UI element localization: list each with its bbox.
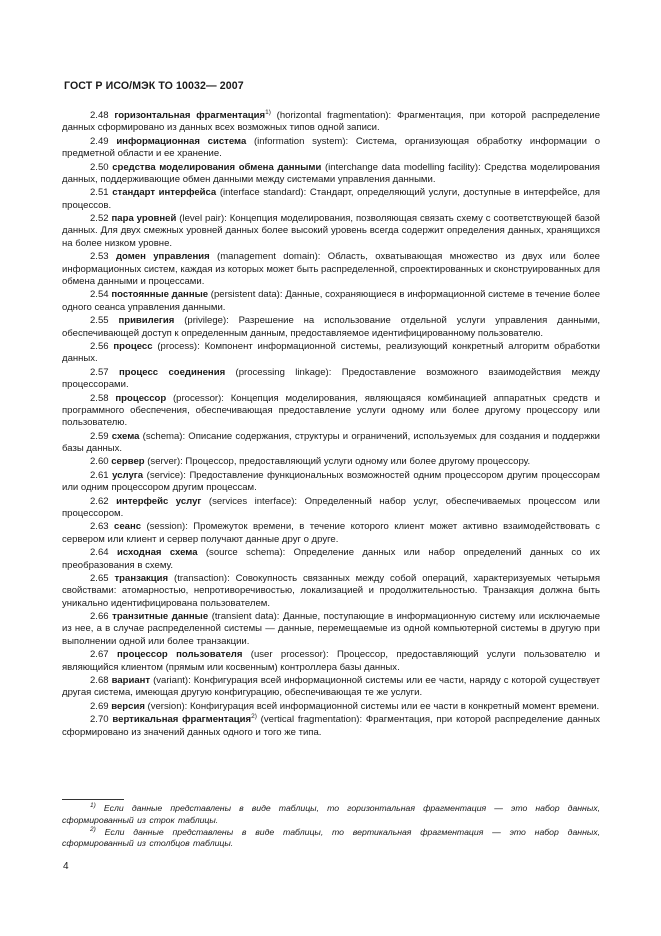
entry-definition: (horizontal fragmentation): Фрагментация, при которой распределение данных сформировано из данных всех возможных типов одной записи.	[62, 110, 601, 134]
entry-term: исходная схема	[116, 547, 198, 559]
entry-definition: (vertical fragmentation): Фрагментация, при которой распределение данных сформировано из значений данных одного и того же типа.	[62, 714, 600, 738]
entry-definition: (user processor): Процессор, предоставляющий услуги пользователю и являющийся клиентом (прямым или косвенным) контроллера базы данных.	[62, 649, 600, 673]
entry-term: сеанс	[114, 521, 142, 533]
entry-term: интерфейс услуг	[116, 495, 202, 507]
entry-term: домен управления	[115, 251, 210, 263]
footnote-ref: 1)	[265, 109, 271, 116]
entry-term: вертикальная фрагментация	[112, 714, 252, 726]
footnote-mark: 1)	[90, 802, 96, 809]
entry-term: процесс	[113, 340, 153, 352]
entry-term: информационная система	[116, 135, 247, 147]
definition-entry	[62, 521, 600, 546]
entry-definition: (interface standard): Стандарт, определяющий услуги, доступные в интерфейсе, для процессов.	[62, 187, 601, 211]
entry-definition: (management domain): Область, охватывающая множество из двух или более информационных систем, каждая из которых может быть распределенной, спроектированных и сконструированных для обмена данными и процессами.	[62, 251, 600, 287]
entry-number: 2.59	[90, 430, 109, 442]
entry-term: услуга	[112, 469, 144, 481]
definitions-list	[62, 110, 600, 740]
entry-definition: (processor): Концепция моделирования, являющаяся комбинацией аппаратных средств и программного обеспечения, обеспечивающая предоставление услуги одному или более другому процессору или пользователю.	[62, 392, 600, 429]
entry-definition: (schema): Описание содержания, структуры и ограничений, используемых для создания и поддержки базы данных.	[62, 430, 601, 454]
entry-definition: (interchange data modelling facility): Средства моделирования данных, поддерживающие обмен данными между системами управления данными.	[62, 161, 600, 185]
entry-definition: (session): Промежуток времени, в течение которого клиент может активно взаимодействовать с сервером или клиент и сервер получают данные друг о друге.	[62, 521, 600, 545]
entry-number: 2.69	[90, 700, 109, 712]
entry-number: 2.66	[90, 611, 109, 623]
footnote-item	[62, 827, 600, 850]
entry-definition: (service): Предоставление функциональных возможностей одним процессором другим процессорам или одним процессором другим процессам.	[62, 469, 600, 494]
entry-number: 2.50	[90, 161, 109, 173]
definition-entry	[62, 162, 600, 187]
entry-definition: (variant): Конфигурация всей информационной системы или ее части, наряду с которой существует другая система, имеющая другую конфигурацию, обеспечивающая те же услуги.	[62, 675, 600, 699]
entry-term: процессор	[115, 392, 167, 404]
entry-number: 2.64	[90, 547, 109, 559]
entry-number: 2.58	[90, 392, 109, 404]
entry-term: горизонтальная фрагментация	[114, 110, 266, 121]
entry-term: средства моделирования обмена данными	[112, 161, 322, 173]
entry-number: 2.62	[90, 495, 109, 507]
entry-number: 2.63	[90, 521, 109, 533]
entry-number: 2.55	[90, 315, 109, 327]
entry-term: схема	[111, 430, 140, 442]
definition-entry	[62, 496, 600, 521]
footnote-text: Если данные представлены в виде таблицы, то вертикальная фрагментация — это набор данных, сформированный из столбцов таблицы.	[62, 826, 600, 849]
entry-definition: (privilege): Разрешение на использование отдельной услуги управления данными, обеспечивающей доступ к определенным данным, предоставляемое идентифицированному пользователю.	[62, 315, 600, 339]
footnote-mark: 2)	[90, 825, 96, 833]
definition-entry	[62, 289, 600, 314]
footnote-item	[62, 803, 600, 826]
entry-number: 2.70	[90, 714, 109, 726]
entry-term: версия	[111, 700, 145, 712]
entry-definition: (transaction): Совокупность связанных между собой операций, характеризуемых четырьмя свойствами: атомарностью, непротиворечивостью, локализацией и продолжительностью. Транзакция должна быть уникально идентифицирована пользователем.	[62, 572, 600, 609]
footnotes	[62, 803, 600, 850]
entry-number: 2.60	[90, 456, 109, 468]
entry-number: 2.49	[90, 135, 109, 147]
page-number: 4	[63, 861, 69, 872]
entry-number: 2.65	[90, 572, 109, 584]
entry-number: 2.56	[90, 340, 109, 352]
entry-term: транзитные данные	[112, 611, 209, 623]
definition-entry	[62, 547, 600, 572]
entry-term: транзакция	[114, 572, 169, 584]
definition-entry	[62, 456, 600, 468]
entry-definition: (version): Конфигурация всей информационной системы или ее части в конкретный момент времени.	[144, 700, 600, 712]
entry-number: 2.68	[90, 675, 109, 686]
definition-entry	[62, 393, 600, 430]
entry-definition: (source schema): Определение данных или набор определений данных со их преобразования в схему.	[62, 547, 601, 571]
entry-number: 2.51	[90, 187, 109, 199]
entry-term: сервер	[111, 456, 145, 468]
standard-header: ГОСТ Р ИСО/МЭК ТО 10032— 2007	[64, 80, 244, 92]
definition-entry	[62, 251, 600, 288]
definition-entry	[62, 110, 600, 135]
entry-definition: (process): Компонент информационной системы, реализующий конкретный алгоритм обработки данных.	[62, 340, 600, 365]
definition-entry	[62, 701, 600, 713]
entry-definition: (transient data): Данные, поступающие в информационную систему или исключаемые из нее, а в случае распределенной системы — данные, перемещаемые из одной компьютерной системы в другую при выполнении одной или более транзакции.	[62, 611, 600, 647]
definition-entry	[62, 611, 600, 648]
entry-definition: (information system): Система, организующая обработку информации о предметной области и ее хранение.	[62, 135, 601, 160]
definition-entry	[62, 470, 600, 495]
footnote-text: Если данные представлены в виде таблицы, то горизонтальная фрагментация — это набор данных, сформированный из строк таблицы.	[62, 803, 600, 825]
definition-entry	[62, 341, 600, 366]
definition-entry	[62, 187, 600, 212]
footnote-separator	[62, 799, 124, 800]
entry-number: 2.52	[90, 213, 109, 225]
definition-entry	[62, 675, 600, 700]
definition-entry	[62, 136, 600, 161]
entry-number: 2.67	[90, 649, 109, 661]
definition-entry	[62, 714, 600, 739]
entry-number: 2.53	[90, 251, 109, 263]
footnote-ref: 2)	[251, 713, 257, 721]
definition-entry	[62, 431, 600, 456]
entry-term: стандарт интерфейса	[112, 187, 217, 199]
entry-term: постоянные данные	[111, 289, 209, 301]
definition-entry	[62, 367, 600, 392]
entry-term: процессор пользователя	[116, 649, 243, 661]
entry-definition: (level pair): Концепция моделирования, позволяющая связать схему с соответствующей базой данных. Для двух смежных уровней данных более высокий уровень всегда содержит определения данных, хранящихся на более низком уровне.	[62, 213, 601, 249]
entry-term: вариант	[111, 675, 151, 686]
entry-number: 2.48	[90, 110, 109, 121]
entry-number: 2.61	[90, 469, 109, 481]
definition-entry	[62, 213, 600, 250]
entry-number: 2.57	[90, 366, 109, 378]
entry-definition: (processing linkage): Предоставление возможного взаимодействия между процессорами.	[62, 366, 600, 391]
entry-definition: (services interface): Определенный набор услуг, обеспечиваемых процессом или процессором.	[62, 495, 600, 519]
entry-number: 2.54	[90, 289, 109, 301]
entry-definition: (server): Процессор, предоставляющий услуги одному или более другому процессору.	[144, 456, 531, 468]
definition-entry	[62, 315, 600, 340]
entry-term: процесс соединения	[118, 366, 226, 378]
entry-term: привилегия	[118, 315, 175, 327]
definition-entry	[62, 649, 600, 674]
definition-entry	[62, 573, 600, 610]
entry-term: пара уровней	[111, 213, 177, 225]
entry-definition: (persistent data): Данные, сохраняющиеся в информационной системе в течение более одного сеанса управления данными.	[62, 289, 601, 313]
